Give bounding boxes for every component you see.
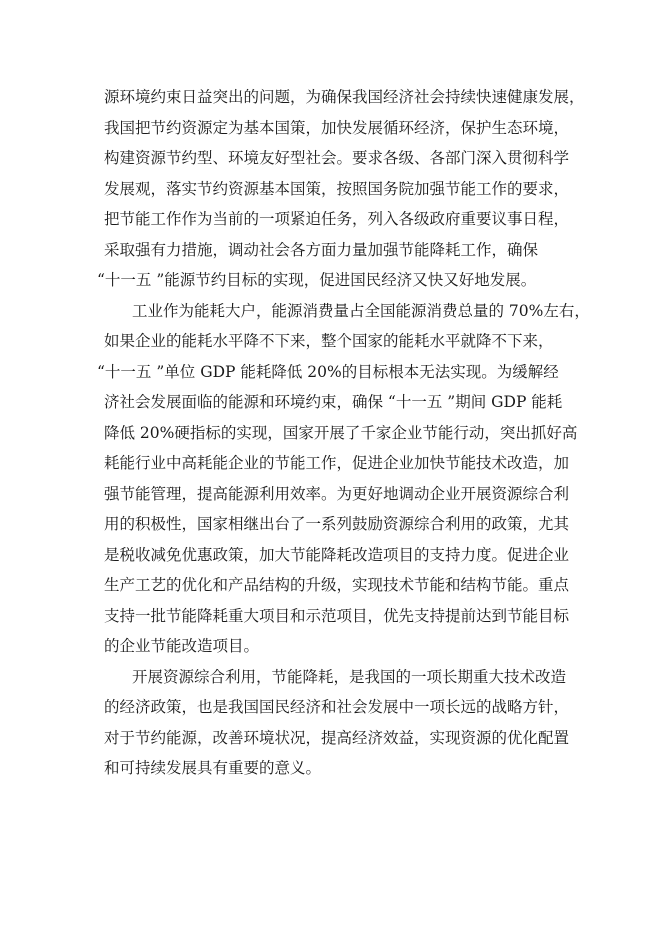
text-line: “十一五 ”能源节约目标的实现，促进国民经济又快又好地发展。 — [97, 271, 537, 289]
text-line: 我国把节约资源定为基本国策，加快发展循环经济，保护生态环境， — [104, 118, 570, 137]
text-line: 构建资源节约型、环境友好型社会。要求各级、各部门深入贯彻科学 — [104, 149, 570, 167]
text-line: 发展观，落实节约资源基本国策，按照国务院加强节能工作的要求， — [104, 179, 570, 198]
text-line: 和可持续发展具有重要的意义。 — [104, 759, 322, 777]
text-line: 生产工艺的优化和产品结构的升级，实现技术节能和结构节能。重点 — [104, 576, 570, 594]
text-line: 是税收减免优惠政策，加大节能降耗改造项目的支持力度。促进企业 — [104, 545, 570, 564]
text-line: 的经济政策，也是我国国民经济和社会发展中一项长远的战略方针， — [104, 698, 570, 716]
text-line: 如果企业的能耗水平降不下来，整个国家的能耗水平就降不下来， — [104, 332, 554, 350]
text-line: 济社会发展面临的能源和环境约束，确保 “十一五 ”期间 GDP 能耗 — [104, 393, 563, 411]
text-line: 把节能工作作为当前的一项紧迫任务，列入各级政府重要议事日程， — [104, 210, 570, 228]
text-line: 对于节约能源，改善环境状况，提高经济效益，实现资源的优化配置 — [104, 728, 570, 747]
text-line: 支持一批节能降耗重大项目和示范项目，优先支持提前达到节能目标 — [104, 606, 570, 625]
text-line: 耗能行业中高耗能企业的节能工作，促进企业加快节能技术改造，加 — [104, 454, 570, 472]
text-line: 采取强有力措施，调动社会各方面力量加强节能降耗工作，确保 — [104, 240, 539, 259]
paragraph-start-line: 工业作为能耗大户，能源消费量占全国能源消费总量的 70%左右， — [132, 301, 590, 320]
text-line: 源环境约束日益突出的问题，为确保我国经济社会持续快速健康发展， — [104, 88, 585, 106]
text-line: “十一五 ”单位 GDP 能耗降低 20%的目标根本无法实现。为缓解经 — [97, 362, 559, 381]
body-text — [97, 82, 590, 784]
paragraph-start-line: 开展资源综合利用，节能降耗，是我国的一项长期重大技术改造 — [132, 667, 567, 686]
text-line: 用的积极性，国家相继出台了一系列鼓励资源综合利用的政策，尤其 — [104, 515, 570, 533]
text-line: 的企业节能改造项目。 — [104, 637, 260, 655]
text-line: 强节能管理，提高能源利用效率。为更好地调动企业开展资源综合利 — [104, 484, 570, 503]
text-line: 降低 20%硬指标的实现，国家开展了千家企业节能行动，突出抓好高 — [104, 423, 578, 442]
